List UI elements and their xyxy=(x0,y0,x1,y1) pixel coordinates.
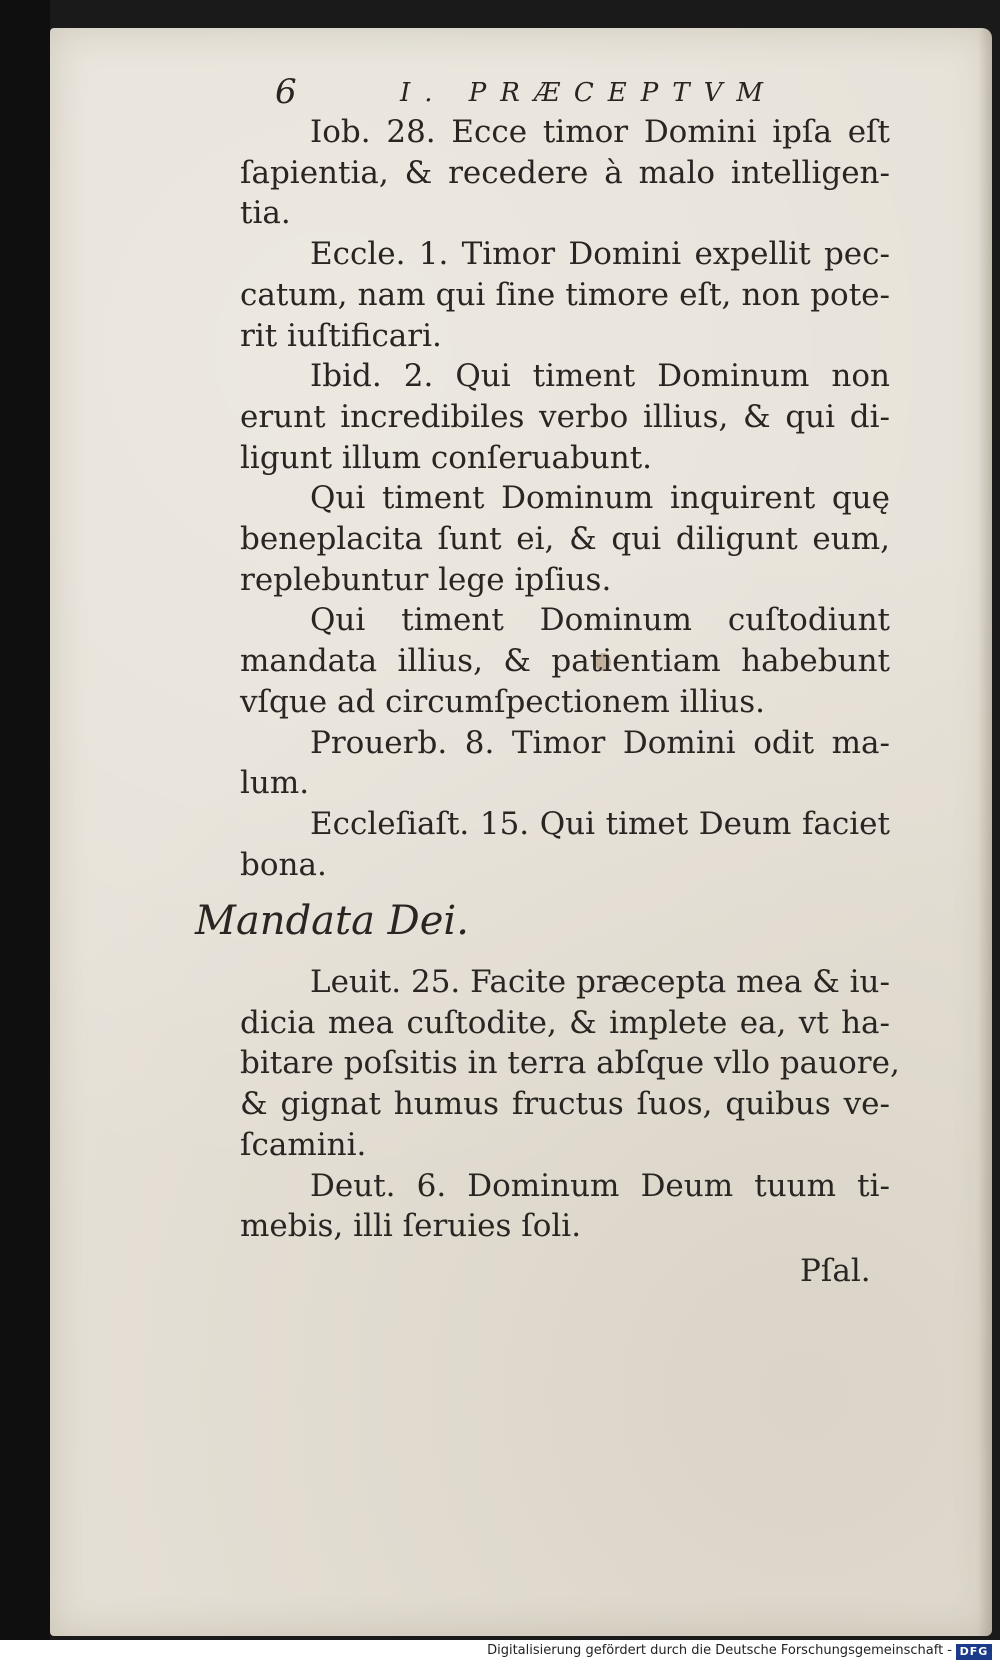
text-line: Deut. 6. Dominum Deum tuum ti- xyxy=(310,1167,890,1204)
footer-credit: Digitalisierung gefördert durch die Deutsche Forschungsgemeinschaft - xyxy=(487,1643,952,1658)
catchword: Pſal. xyxy=(800,1253,871,1289)
text-line: beneplacita ſunt ei, & qui diligunt eum, xyxy=(240,521,890,557)
text-line: bona. xyxy=(240,846,327,883)
page-edge xyxy=(978,28,992,1636)
text-line: Eccleſiaſt. 15. Qui timet Deum faciet xyxy=(310,805,890,842)
text-line: lum. xyxy=(240,765,310,802)
text-line: Qui timent Dominum cuſtodiunt xyxy=(310,602,890,639)
text-line: dicia mea cuſtodite, & implete ea, vt ha- xyxy=(240,1004,890,1041)
text-line: mebis, illi ſeruies ſoli. xyxy=(240,1208,582,1245)
scan-background xyxy=(0,0,50,1640)
text-line: ſcamini. xyxy=(240,1126,367,1163)
text-line: Prouerb. 8. Timor Domini odit ma- xyxy=(310,724,890,761)
text-line: Ibid. 2. Qui timent Dominum non xyxy=(310,358,890,395)
text-line: replebuntur lege ipſius. xyxy=(240,561,612,598)
text-line: rit iuſtificari. xyxy=(240,317,442,354)
text-line: Qui timent Dominum inquirent quę xyxy=(310,480,890,517)
running-head-title: I. PRÆCEPTVM xyxy=(400,78,778,108)
text-line: erunt incredibiles verbo illius, & qui di- xyxy=(240,398,890,435)
dfg-logo: DFG xyxy=(956,1644,992,1660)
text-line: & gignat humus fructus ſuos, quibus ve- xyxy=(240,1086,890,1123)
text-line: tia. xyxy=(240,195,291,232)
page-number: 6 xyxy=(275,72,297,112)
footer-bar xyxy=(0,1640,1000,1665)
text-line: bitare poſsitis in terra abſque vllo pauore, xyxy=(240,1045,900,1082)
text-line: Leuit. 25. Facite præcepta mea & iu- xyxy=(310,964,890,1000)
text-line: mandata illius, & patientiam habebunt xyxy=(240,643,890,680)
text-line: catum, nam qui ſine timore eſt, non pote- xyxy=(240,276,890,313)
text-line: Iob. 28. Ecce timor Domini ipſa eſt xyxy=(310,114,890,150)
text-line: ſapientia, & recedere à malo intelligen- xyxy=(240,154,890,191)
text-line: Eccle. 1. Timor Domini expellit pec- xyxy=(310,236,890,273)
running-head xyxy=(275,72,815,112)
section-heading: Mandata Dei. xyxy=(195,898,469,944)
text-line: ligunt illum conſeruabunt. xyxy=(240,439,653,476)
text-line: vſque ad circumſpectionem illius. xyxy=(240,683,766,720)
